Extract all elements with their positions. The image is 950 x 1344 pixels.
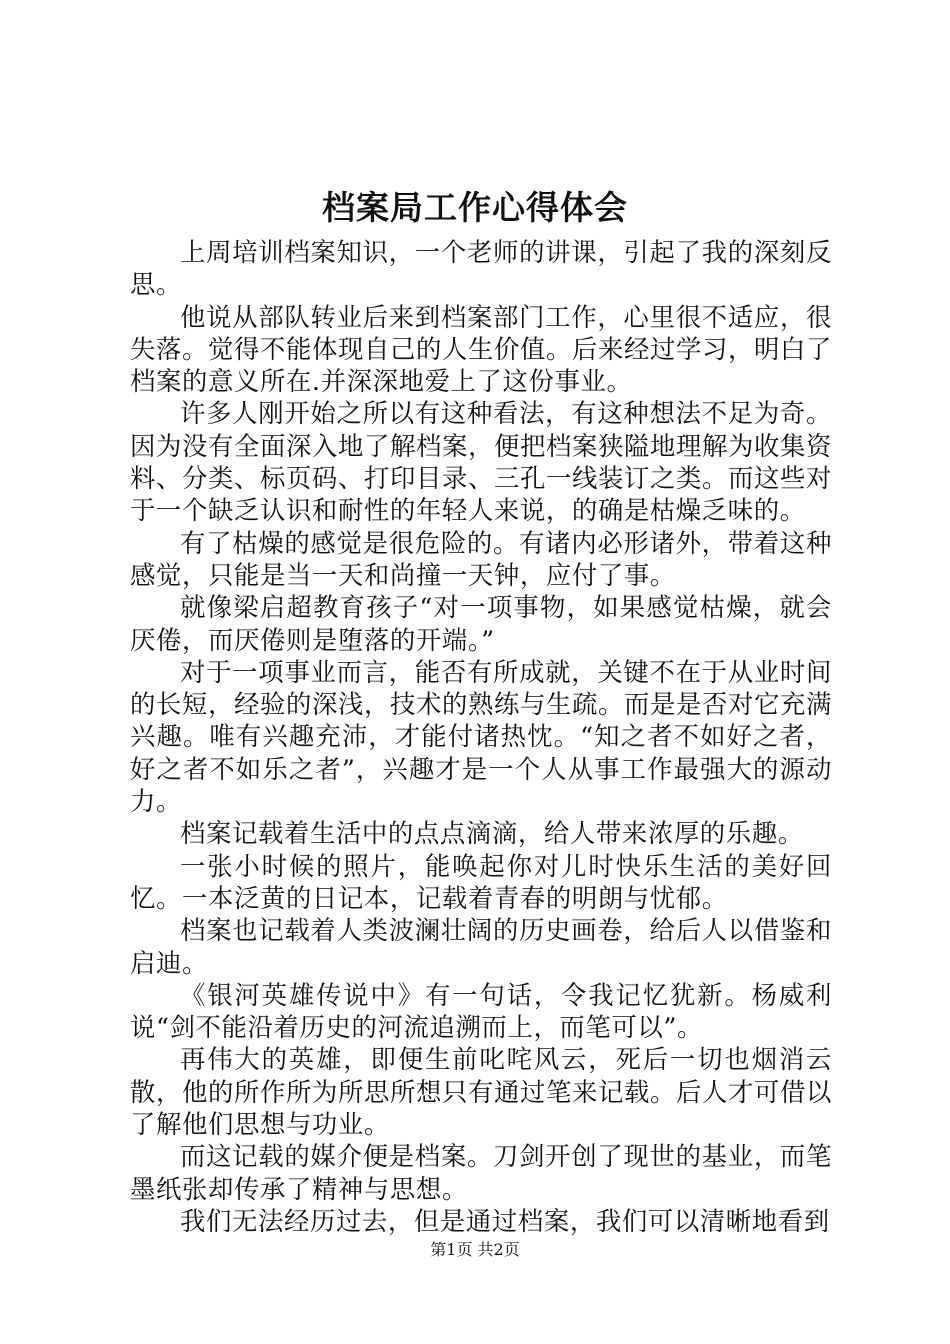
paragraph-5: 就像梁启超教育孩子“对一项事物，如果感觉枯燥，就会厌倦，而厌倦则是堕落的开端。” bbox=[130, 592, 832, 655]
paragraph-2: 他说从部队转业后来到档案部门工作，心里很不适应，很失落。觉得不能体现自己的人生价值。后来经过学习，明白了档案的意义所在.并深深地爱上了这份事业。 bbox=[130, 301, 832, 397]
paragraph-1: 上周培训档案知识，一个老师的讲课，引起了我的深刻反思。 bbox=[130, 237, 832, 300]
paragraph-8: 一张小时候的照片，能唤起你对儿时快乐生活的美好回忆。一本泛黄的日记本，记载着青春的明朗与忧郁。 bbox=[130, 850, 832, 913]
document-body bbox=[130, 236, 832, 1237]
page-number-footer: 第1页 共2页 bbox=[430, 1240, 520, 1259]
paragraph-9: 档案也记载着人类波澜壮阔的历史画卷，给后人以借鉴和启迪。 bbox=[130, 915, 832, 978]
paragraph-13: 我们无法经历过去，但是通过档案，我们可以清晰地看到 bbox=[180, 1205, 830, 1236]
document-title: 档案局工作心得体会 bbox=[322, 188, 628, 227]
paragraph-11: 再伟大的英雄，即便生前叱咤风云，死后一切也烟消云散，他的所作所为所思所想只有通过笔来记载。后人才可借以了解他们思想与功业。 bbox=[130, 1044, 832, 1140]
paragraph-7: 档案记载着生活中的点点滴滴，给人带来浓厚的乐趣。 bbox=[180, 818, 804, 849]
paragraph-3: 许多人刚开始之所以有这种看法，有这种想法不足为奇。因为没有全面深入地了解档案，便把档案狭隘地理解为收集资料、分类、标页码、打印目录、三孔一线装订之类。而这些对于一个缺乏认识和耐性的年轻人来说，的确是枯燥乏味的。 bbox=[130, 398, 832, 526]
paragraph-6: 对于一项事业而言，能否有所成就，关键不在于从业时间的长短，经验的深浅，技术的熟练与生疏。而是是否对它充满兴趣。唯有兴趣充沛，才能付诸热忱。“知之者不如好之者，好之者不如乐之者”，兴趣才是一个人从事工作最强大的源动力。 bbox=[130, 656, 832, 817]
paragraph-12: 而这记载的媒介便是档案。刀剑开创了现世的基业，而笔墨纸张却传承了精神与思想。 bbox=[130, 1141, 832, 1204]
paragraph-4: 有了枯燥的感觉是很危险的。有诸内必形诸外，带着这种感觉，只能是当一天和尚撞一天钟，应付了事。 bbox=[130, 527, 832, 590]
paragraph-10: 《银河英雄传说中》有一句话，令我记忆犹新。杨威利说“剑不能沿着历史的河流追溯而上，而笔可以”。 bbox=[130, 979, 832, 1043]
